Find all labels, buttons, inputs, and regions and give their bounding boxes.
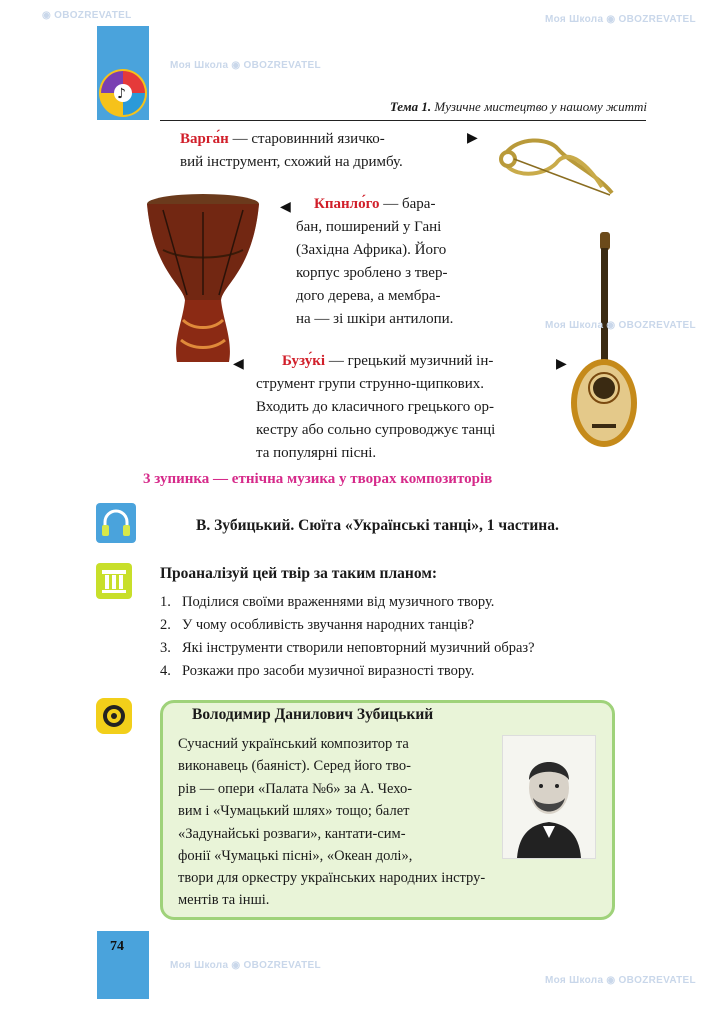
composer-info-icon	[96, 698, 132, 734]
kpanlogo-paragraph: Кпанло́го — бара- бан, поширений у Гані (Західна Африка). Його корпус зроблено з твер- дого дерева, а мембра- на — зі шкіри антилопи.	[296, 196, 454, 327]
kpanlogo-drum-image	[143, 190, 263, 365]
list-item: 1. Поділися своїми враженнями від музичного твору.	[160, 594, 495, 610]
watermark: Моя Школа ◉ OBOZREVATEL	[170, 960, 321, 971]
watermark: Моя Школа ◉ OBOZREVATEL	[545, 320, 696, 331]
analyze-icon	[96, 563, 132, 599]
listen-title: В. Зубицький. Сюїта «Українські танці», 1 частина.	[196, 517, 559, 534]
list-item: 3. Які інструменти створили неповторний музичний образ?	[160, 640, 535, 656]
watermark: Моя Школа ◉ OBOZREVATEL	[545, 14, 696, 25]
page-number-tab	[97, 931, 149, 999]
composer-bio-text-continued: твори для оркестру українських народних інстру- ментів та інші.	[178, 870, 486, 909]
list-item: 2. У чому особливість звучання народних танців?	[160, 617, 475, 633]
watermark: Моя Школа ◉ OBOZREVATEL	[545, 975, 696, 986]
analyze-title: Проаналізуй цей твір за таким планом:	[160, 565, 438, 582]
watermark: ◉ OBOZREVATEL	[42, 10, 132, 21]
pointer-right-icon-2: ▶	[556, 357, 567, 372]
watermark: Моя Школа ◉ OBOZREVATEL	[170, 60, 321, 71]
headphones-icon	[96, 503, 136, 543]
music-emblem-icon	[96, 66, 150, 120]
analyze-list	[160, 591, 650, 683]
buzuki-image	[568, 228, 640, 450]
composer-bio-text: Сучасний український композитор та виконавець (баяніст). Серед його тво- рів — опери «Палата №6» за А. Чехо- вим і «Чумацький шлях» тощо; балет «Задунайські розваги», кантати-сим- фонії «Чумацькі пісні», «Океан долі»,	[178, 736, 413, 865]
page-number: 74	[110, 939, 124, 954]
topic-header: Тема 1. Музичне мистецтво у нашому житті	[389, 99, 647, 114]
pointer-left-icon-2: ◀	[233, 357, 244, 372]
vargan-image	[498, 135, 616, 201]
composer-name: Володимир Данилович Зубицький	[192, 706, 434, 723]
header-divider	[160, 120, 646, 121]
composer-portrait	[502, 735, 596, 859]
pointer-left-icon: ◀	[280, 200, 291, 215]
vargan-paragraph: Варга́н — старовинний язичко- вий інструмент, схожий на дримбу.	[180, 131, 403, 170]
section-heading: 3 зупинка — етнічна музика у творах композиторів	[143, 471, 493, 487]
buzuki-paragraph: Бузу́кі — грецький музичний ін- струмент групи струнно-щипкових. Входить до класичного грецького ор- кестру або сольно супроводжує танці та популярні пісні.	[256, 353, 496, 461]
list-item: 4. Розкажи про засоби музичної виразності твору.	[160, 663, 475, 679]
pointer-right-icon: ▶	[467, 131, 478, 146]
svg-text:♪: ♪	[117, 86, 126, 102]
